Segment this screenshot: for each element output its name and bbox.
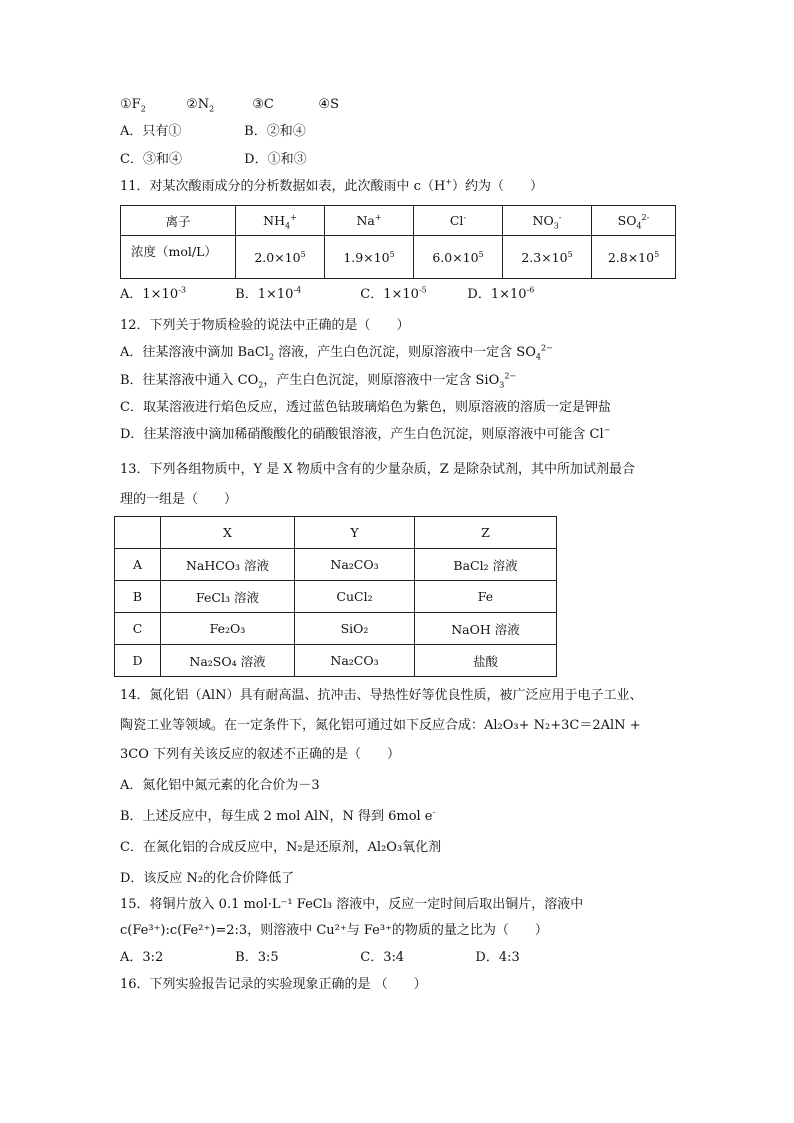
q13-stem-line1: 13．下列各组物质中，Y 是 X 物质中含有的少量杂质，Z 是除杂试剂，其中所加试剂最合	[120, 462, 635, 477]
q11-value: $6.0\times 10^5$	[414, 236, 503, 279]
q14-stem-line2: 陶瓷工业等领域。在一定条件下，氮化铝可通过如下反应合成：Al₂O₃+ N₂+3C＝2AlN +	[120, 718, 641, 733]
q11-row-label: 浓度（mol/L）	[121, 236, 236, 279]
q11-option-b: B．$1\times 10^{-4}$	[235, 285, 302, 302]
choice-2: $②N_2$	[186, 97, 215, 114]
q10-choices-row	[120, 95, 339, 115]
q11-value: $1.9\times 10^5$	[325, 236, 414, 279]
choice-3: ③C	[252, 97, 274, 112]
q13-cell-z: NaOH 溶液	[415, 613, 557, 645]
q13-row-label: C	[115, 613, 161, 645]
q11-stem: 11．对某次酸雨成分的分析数据如表，此次酸雨中 c（H+）约为（ ）	[120, 177, 544, 194]
q15-option-a: A．3:2	[120, 950, 164, 965]
q10-option-b: B．②和④	[244, 124, 306, 139]
q11-value: $2.3\times 10^5$	[503, 236, 592, 279]
q13-cell-x: Fe₂O₃	[161, 613, 295, 645]
q10-options-row1	[120, 122, 306, 142]
q13-cell-y: CuCl₂	[295, 581, 415, 613]
q13-cell-y: Na₂CO₃	[295, 549, 415, 581]
q13-cell-z: BaCl₂ 溶液	[415, 549, 557, 581]
q13-header-x: X	[161, 517, 295, 549]
choice-4: ④S	[318, 97, 339, 112]
q11-header-ion: Na+	[325, 206, 414, 236]
q13-header-y: Y	[295, 517, 415, 549]
table-row	[115, 645, 557, 677]
q15-stem-line2: c(Fe³⁺):c(Fe²⁺)=2:3，则溶液中 Cu²⁺与 Fe³⁺的物质的量之比为（ ）	[120, 923, 548, 938]
q14-option-b: B．上述反应中，每生成 2 mol AlN，N 得到 6mol e-	[120, 807, 436, 824]
q14-option-c: C．在氮化铝的合成反应中，N₂是还原剂，Al₂O₃氧化剂	[120, 840, 442, 855]
q15-option-c: C．3:4	[360, 950, 405, 965]
q11-header-ion: $NO_3^-$	[503, 206, 592, 236]
q12-option-a: A．往某溶液中滴加 BaCl$_2$ 溶液，产生白色沉淀，则原溶液中一定含 $SO_4^{2-}$	[120, 343, 553, 362]
q11-header-label: 离子	[121, 206, 236, 236]
q15-option-d: D．4:3	[475, 950, 520, 965]
q11-header-ion: $SO_4^{2-}$	[592, 206, 676, 236]
q13-cell-z: 盐酸	[415, 645, 557, 677]
q14-option-a: A．氮化铝中氮元素的化合价为－3	[120, 778, 320, 793]
table-row	[115, 549, 557, 581]
q11-options	[120, 285, 534, 305]
q11-option-d: D．$1\times 10^{-6}$	[467, 285, 535, 302]
q13-cell-z: Fe	[415, 581, 557, 613]
q13-cell-x: Na₂SO₄ 溶液	[161, 645, 295, 677]
q11-table	[120, 205, 676, 279]
table-row	[115, 613, 557, 645]
q14-option-d: D．该反应 N₂的化合价降低了	[120, 871, 295, 886]
q10-options-row2	[120, 150, 307, 170]
q15-stem-line1: 15．将铜片放入 0.1 mol·L⁻¹ FeCl₃ 溶液中，反应一定时间后取出铜片，溶液中	[120, 897, 584, 912]
q13-row-label: D	[115, 645, 161, 677]
q12-stem: 12．下列关于物质检验的说法中正确的是（ ）	[120, 318, 410, 333]
q13-row-label: A	[115, 549, 161, 581]
q11-value: $2.8\times 10^5$	[592, 236, 676, 279]
q13-cell-x: NaHCO₃ 溶液	[161, 549, 295, 581]
q12-option-c: C．取某溶液进行焰色反应，透过蓝色钴玻璃焰色为紫色，则原溶液的溶质一定是钾盐	[120, 400, 611, 415]
q13-header-blank	[115, 517, 161, 549]
q13-cell-y: Na₂CO₃	[295, 645, 415, 677]
q13-row-label: B	[115, 581, 161, 613]
q13-header-z: Z	[415, 517, 557, 549]
q14-stem-line3: 3CO 下列有关该反应的叙述不正确的是（ ）	[120, 747, 401, 762]
q11-option-c: C．$1\times 10^{-5}$	[360, 285, 427, 302]
q10-option-d: D．①和③	[244, 152, 307, 167]
table-row	[115, 581, 557, 613]
q11-header-ion: $NH_4^+$	[236, 206, 325, 236]
q15-options	[120, 948, 520, 968]
q13-cell-x: FeCl₃ 溶液	[161, 581, 295, 613]
q11-value: $2.0\times 10^5$	[236, 236, 325, 279]
q11-header-ion: Cl-	[414, 206, 503, 236]
q16-stem: 16．下列实验报告记录的实验现象正确的是 （ ）	[120, 977, 427, 992]
choice-1: $①F_2$	[120, 97, 146, 114]
q12-option-b: B．往某溶液中通入 $CO_2$，产生白色沉淀，则原溶液中一定含 SiO$_3^{2-}$	[120, 371, 517, 390]
q14-stem-line1: 14．氮化铝（AlN）具有耐高温、抗冲击、导热性好等优良性质，被广泛应用于电子工业、	[120, 688, 643, 703]
q12-option-d: D．往某溶液中滴加稀硝酸酸化的硝酸银溶液，产生白色沉淀，则原溶液中可能含 Cl−	[120, 425, 611, 442]
q13-cell-y: SiO₂	[295, 613, 415, 645]
q10-option-c: C．③和④	[120, 152, 182, 167]
q10-option-a: A．只有①	[120, 124, 182, 139]
q15-option-b: B．3:5	[235, 950, 279, 965]
q11-option-a: A．$1\times 10^{-3}$	[120, 285, 186, 302]
q13-stem-line2: 理的一组是（ ）	[120, 492, 238, 507]
q13-table	[114, 516, 557, 677]
